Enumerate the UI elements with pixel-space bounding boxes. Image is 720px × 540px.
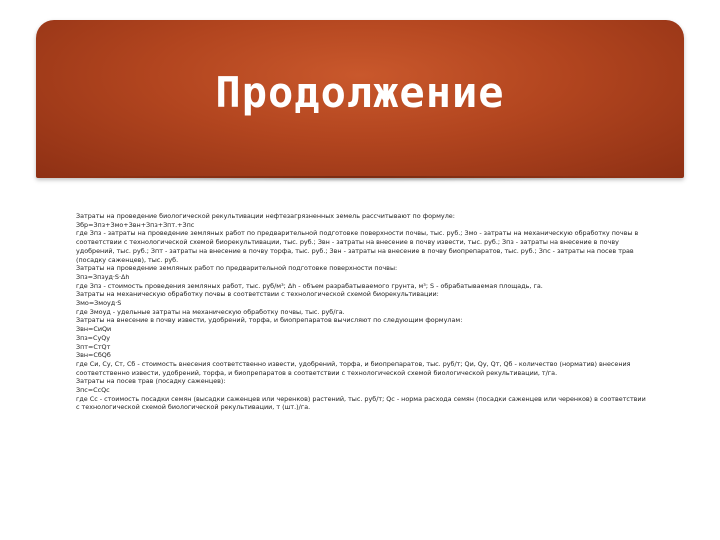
slide-body (76, 212, 648, 412)
body-line: Затраты на механическую обработку почвы в соответствии с технологической схемой биорекультивации: (76, 290, 439, 299)
body-line: Затраты на проведение биологической рекультивации нефтезагрязненных земель рассчитывают по формуле: (76, 212, 455, 220)
body-line: где Сс - стоимость посадки семян (высадки саженцев или черенков) растений, тыс. руб/т; Qс - норма расхода семян (посадки саженцев или черенков) в соответствии с технологической схемой биологической рекультивации, т (шт.)/га. (76, 394, 646, 412)
formula-line: Зпт=СтQт (76, 342, 111, 351)
formula-line: Зпз=Зпзуд·S·Δh (76, 272, 130, 281)
slide-title: Продолжение (215, 68, 505, 117)
formula-line: Зпз=СуQу (76, 333, 111, 342)
formula-line: Збр=Зпз+Змо+Звн+Зпз+Зпт.+Зпс (76, 220, 195, 229)
formula-line: Звн=СиQи (76, 325, 112, 334)
body-line: где Си, Су, Ст, Сб - стоимость внесения соответственно извести, удобрений, торфа, и биопрепаратов, тыс. руб/т; Qи, Qу, Qт, Qб - количество (норматив) внесения соответственно извести, удобрений, торфа, и биопрепаратов в соответствии с технологической схемой биологической рекультивации, т/га. (76, 359, 631, 377)
formula-line: Зпс=СсQс (76, 386, 110, 395)
body-line: где Змоуд - удельные затраты на механическую обработку почвы, тыс. руб/га. (76, 307, 345, 316)
body-line: где Зпз - стоимость проведения земляных работ, тыс. руб/м³; Δh - объем разрабатываемого грунта, м³; S - обрабатываемая площадь, га. (76, 281, 543, 290)
formula-line: Звн=СбQб (76, 351, 111, 360)
body-line: где Зпз - затраты на проведение земляных работ по предварительной подготовке поверхности почвы, тыс. руб.; Змо - затраты на механическую обработку почвы в соответствии с технологической схемой биорекультивации, тыс. руб.; Звн - затраты на внесение в почву извести, тыс. руб.; Зпз - затраты на внесение в почву удобрений, тыс. руб.; Зпт - затраты на внесение в почву торфа, тыс. руб.; Звн - затраты на внесение в почву биопрепаратов, тыс. руб.; Зпс - затраты на посев трав (посадку саженцев), тыс. руб. (76, 229, 639, 264)
formula-line: Змо=Змоуд·S (76, 299, 122, 308)
body-line: Затраты на проведение земляных работ по предварительной подготовке поверхности почвы: (76, 264, 398, 273)
body-line: Затраты на посев трав (посадку саженцев): (76, 377, 226, 386)
body-line: Затраты на внесение в почву извести, удобрений, торфа, и биопрепаратов вычисляют по следующим формулам: (76, 316, 463, 325)
title-banner (36, 20, 684, 178)
